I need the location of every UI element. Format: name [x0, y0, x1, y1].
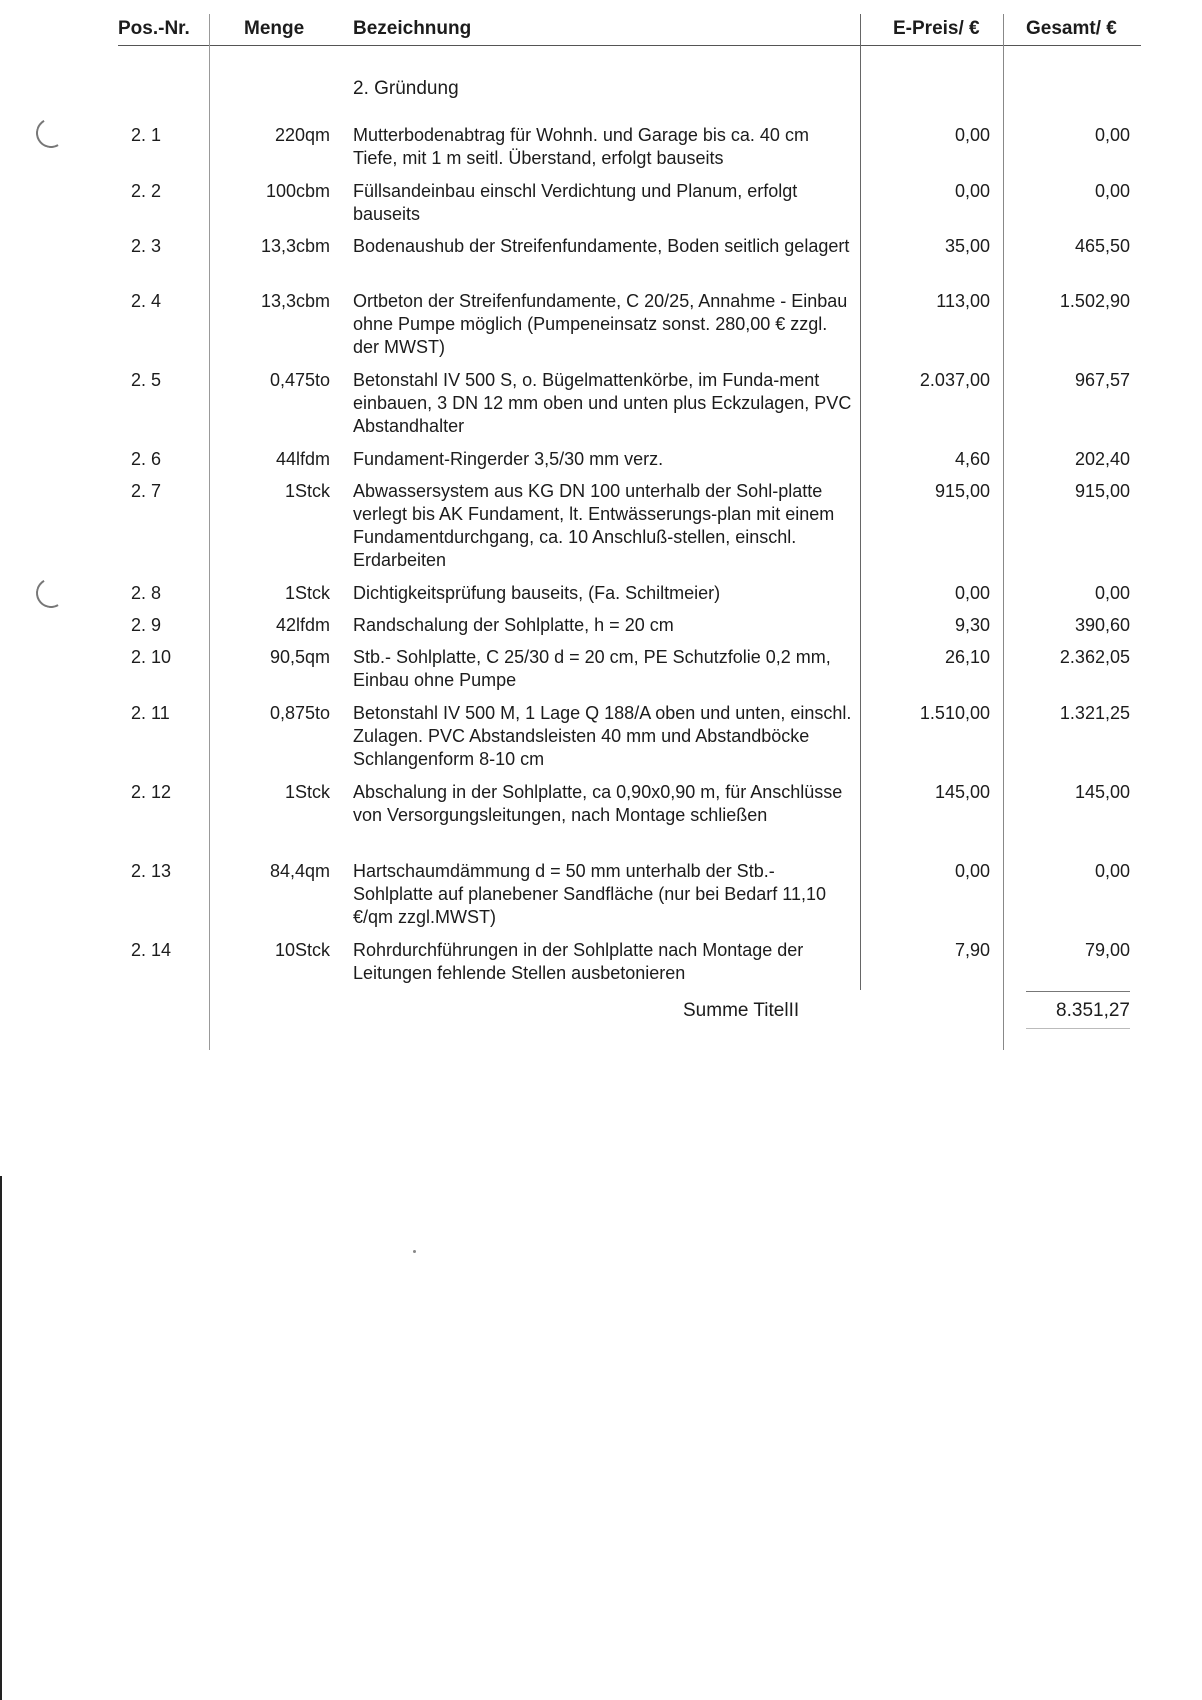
row-eprice: 915,00 [934, 481, 990, 501]
row-eprice: 4,60 [954, 449, 990, 469]
row-qty: 0,475to [269, 370, 330, 390]
row-pos: 2. 10 [131, 647, 172, 667]
row-qty: 100cbm [265, 181, 330, 201]
row-total: 465,50 [1074, 236, 1130, 256]
row-desc: Mutterbodenabtrag für Wohnh. und Garage bis ca. 40 cm Tiefe, mit 1 m seitl. Überstand, erfolgt bauseits [353, 125, 809, 168]
header-total: Gesamt/ € [1026, 18, 1117, 39]
row-desc: Bodenaushub der Streifenfundamente, Boden seitlich gelagert [353, 236, 850, 256]
row-total: 390,60 [1074, 615, 1130, 635]
row-total: 0,00 [1094, 861, 1130, 881]
row-pos: 2. 1 [131, 125, 162, 145]
row-pos: 2. 3 [131, 236, 162, 256]
row-total: 202,40 [1074, 449, 1130, 469]
row-eprice: 35,00 [944, 236, 990, 256]
row-eprice: 0,00 [954, 181, 990, 201]
row-total: 79,00 [1084, 940, 1130, 960]
row-pos: 2. 9 [131, 615, 162, 635]
row-qty: 1Stck [284, 583, 330, 603]
row-desc: Betonstahl IV 500 M, 1 Lage Q 188/A oben und unten, einschl. Zulagen. PVC Abstandsleisten 40 mm und Abstandböcke Schlangenform 8-10 cm [353, 703, 852, 769]
row-qty: 1Stck [284, 782, 330, 802]
row-total: 0,00 [1094, 181, 1130, 201]
header-pos: Pos.-Nr. [118, 18, 190, 39]
row-total: 1.502,90 [1059, 291, 1130, 311]
scan-speck [413, 1250, 416, 1253]
row-qty: 13,3cbm [260, 291, 330, 311]
row-qty: 90,5qm [269, 647, 330, 667]
row-eprice: 0,00 [954, 583, 990, 603]
row-pos: 2. 13 [131, 861, 172, 881]
row-pos: 2. 6 [131, 449, 162, 469]
row-eprice: 0,00 [954, 861, 990, 881]
row-pos: 2. 7 [131, 481, 162, 501]
row-total: 2.362,05 [1059, 647, 1130, 667]
row-total: 0,00 [1094, 125, 1130, 145]
punch-hole-bottom [33, 575, 70, 612]
header-eprice: E-Preis/ € [893, 18, 980, 39]
row-desc: Fundament-Ringerder 3,5/30 mm verz. [353, 449, 664, 469]
row-eprice: 0,00 [954, 125, 990, 145]
row-pos: 2. 2 [131, 181, 162, 201]
row-qty: 220qm [274, 125, 330, 145]
sum-overline [1026, 991, 1130, 992]
row-eprice: 9,30 [954, 615, 990, 635]
row-desc: Stb.- Sohlplatte, C 25/30 d = 20 cm, PE Schutzfolie 0,2 mm, Einbau ohne Pumpe [353, 647, 831, 690]
divider-pos-qty [209, 14, 210, 1050]
row-desc: Abwassersystem aus KG DN 100 unterhalb der Sohl-platte verlegt bis AK Fundament, lt. Entwässerungs-plan mit einem Fundamentdurchgang, ca. 10 Anschluß-stellen, einschl. Erdarbeiten [353, 481, 835, 570]
scan-edge [0, 1176, 2, 1700]
row-total: 915,00 [1074, 481, 1130, 501]
row-qty: 84,4qm [269, 861, 330, 881]
row-qty: 0,875to [269, 703, 330, 723]
row-eprice: 26,10 [944, 647, 990, 667]
row-eprice: 113,00 [936, 291, 990, 311]
row-pos: 2. 12 [131, 782, 172, 802]
row-total: 145,00 [1074, 782, 1130, 802]
header-rule [118, 45, 1141, 46]
row-desc: Hartschaumdämmung d = 50 mm unterhalb der Stb.- Sohlplatte auf planebener Sandfläche (nur bei Bedarf 11,10 €/qm zzgl.MWST) [353, 861, 827, 927]
row-pos: 2. 5 [131, 370, 162, 390]
row-pos: 2. 14 [131, 940, 172, 960]
row-pos: 2. 8 [131, 583, 162, 603]
sum-value: 8.351,27 [1056, 1000, 1130, 1021]
row-eprice: 1.510,00 [919, 703, 990, 723]
row-total: 967,57 [1074, 370, 1130, 390]
row-eprice: 7,90 [954, 940, 990, 960]
punch-hole-top [33, 115, 70, 152]
row-pos: 2. 4 [131, 291, 162, 311]
row-desc: Betonstahl IV 500 S, o. Bügelmattenkörbe, im Funda-ment einbauen, 3 DN 12 mm oben und unten plus Eckzulagen, PVC Abstandhalter [353, 370, 852, 436]
divider-eprice-total [1003, 14, 1004, 1050]
divider-desc-eprice [860, 14, 861, 990]
sum-label: Summe TitelII [683, 1000, 800, 1021]
row-qty: 44lfdm [275, 449, 330, 469]
row-desc: Dichtigkeitsprüfung bauseits, (Fa. Schiltmeier) [353, 583, 721, 603]
row-total: 1.321,25 [1059, 703, 1130, 723]
row-desc: Abschalung in der Sohlplatte, ca 0,90x0,90 m, für Anschlüsse von Versorgungsleitungen, nach Montage schließen [353, 782, 843, 825]
section-title: 2. Gründung [353, 78, 459, 99]
row-qty: 1Stck [284, 481, 330, 501]
sum-underline [1026, 1028, 1130, 1029]
row-desc: Ortbeton der Streifenfundamente, C 20/25, Annahme - Einbau ohne Pumpe möglich (Pumpeneinsatz sonst. 280,00 € zzgl. der MWST) [353, 291, 848, 357]
header-desc: Bezeichnung [353, 18, 472, 39]
row-desc: Füllsandeinbau einschl Verdichtung und Planum, erfolgt bauseits [353, 181, 798, 224]
row-eprice: 145,00 [934, 782, 990, 802]
row-desc: Rohrdurchführungen in der Sohlplatte nach Montage der Leitungen fehlende Stellen ausbetonieren [353, 940, 804, 983]
row-desc: Randschalung der Sohlplatte, h = 20 cm [353, 615, 674, 635]
header-qty: Menge [244, 18, 305, 39]
row-total: 0,00 [1094, 583, 1130, 603]
row-eprice: 2.037,00 [919, 370, 990, 390]
row-qty: 42lfdm [275, 615, 330, 635]
row-pos: 2. 11 [131, 703, 170, 723]
row-qty: 13,3cbm [260, 236, 330, 256]
row-qty: 10Stck [274, 940, 330, 960]
